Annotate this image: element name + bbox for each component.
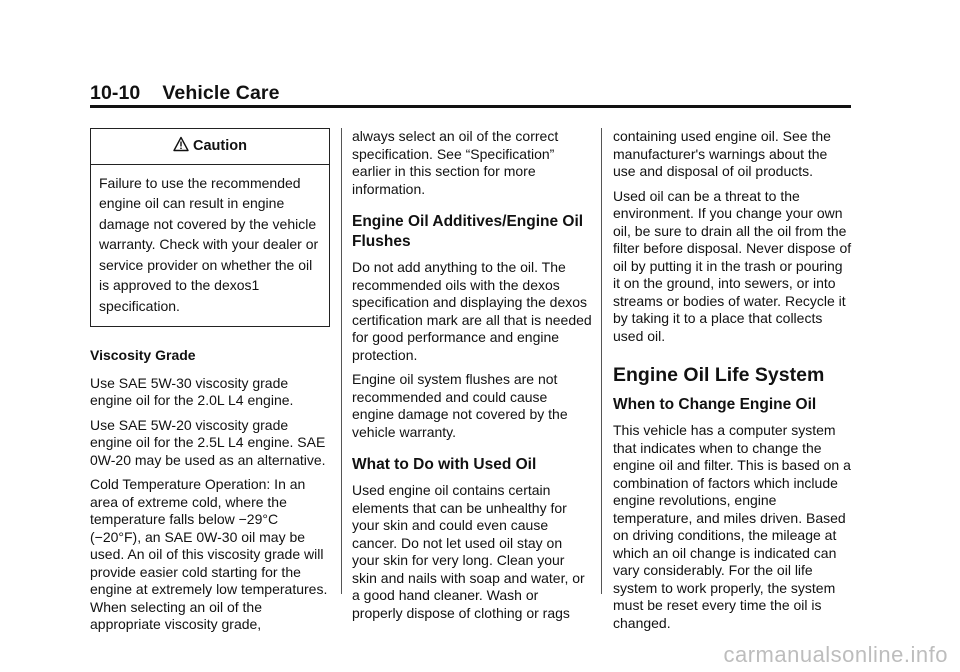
caution-box [90, 128, 330, 327]
caution-text: Failure to use the recommended engine oil can result in engine damage not covered by the vehicle warranty. Check with your dealer or service provider on whether the oil is approved to the dexos1 specification. [99, 174, 319, 314]
paragraph: always select an oil of the correct specification. See “Specification” earlier in this section for more information. [352, 128, 559, 197]
when-to-change-heading: When to Change Engine Oil [613, 396, 817, 413]
paragraph: containing used engine oil. See the manufacturer's warnings about the use and disposal of oil products. [613, 128, 831, 179]
used-oil-heading: What to Do with Used Oil [352, 456, 537, 473]
paragraph: Engine oil system flushes are not recommended and could cause engine damage not covered by the vehicle warranty. [352, 371, 568, 440]
paragraph: Use SAE 5W-30 viscosity grade engine oil for the 2.0L L4 engine. [90, 374, 294, 408]
watermark: carmanualsonline.info [723, 642, 948, 667]
paragraph: Used oil can be a threat to the environment. If you change your own oil, be sure to drain all the oil from the filter before disposal. Never dispose of oil by putting it in the trash or pouring it on the ground, into sewers, or into streams or bodies of water. Recycle it by taking it to a place that collects used oil. [613, 187, 852, 344]
column-divider-2 [601, 128, 602, 594]
header-rule [90, 105, 851, 108]
viscosity-grade-heading: Viscosity Grade [90, 347, 196, 363]
column-2 [352, 128, 592, 629]
caution-header [91, 129, 329, 165]
page-header [90, 82, 280, 105]
paragraph: Cold Temperature Operation: In an area of extreme cold, where the temperature falls below −29°C (−20°F), an SAE 0W-30 oil may be used. An oil of this viscosity grade will provide easier cold starting for the engine at extremely low temperatures. When selecting an oil of the appropriate viscosity grade, [90, 476, 328, 632]
warning-triangle-icon [173, 136, 189, 152]
oil-additives-heading: Engine Oil Additives/Engine Oil Flushes [352, 213, 584, 250]
paragraph: Used engine oil contains certain elements that can be unhealthy for your skin and could even cause cancer. Do not let used oil stay on your skin for very long. Clean your skin and nails with soap and water, or a good hand cleaner. Wash or properly dispose of clothing or rags [352, 482, 585, 621]
column-1 [90, 128, 330, 641]
paragraph: Do not add anything to the oil. The recommended oils with the dexos specification and displaying the dexos certification mark are all that is needed for good performance and engine protection. [352, 259, 592, 363]
section-title: Vehicle Care [162, 82, 280, 104]
paragraph: Use SAE 5W-20 viscosity grade engine oil for the 2.5L L4 engine. SAE 0W-20 may be used as an alternative. [90, 416, 326, 468]
column-3 [613, 128, 853, 639]
caution-title: Caution [193, 138, 247, 154]
oil-life-system-heading: Engine Oil Life System [613, 364, 825, 386]
paragraph: This vehicle has a computer system that indicates when to change the engine oil and filter. This is based on a combination of factors which include engine revolutions, engine temperature, and miles driven. Based on driving conditions, the mileage at which an oil change is indicated can vary considerably. For the oil life system to work properly, the system must be reset every time the oil is changed. [613, 422, 851, 631]
column-divider-1 [341, 128, 342, 594]
page-number: 10-10 [90, 82, 141, 104]
